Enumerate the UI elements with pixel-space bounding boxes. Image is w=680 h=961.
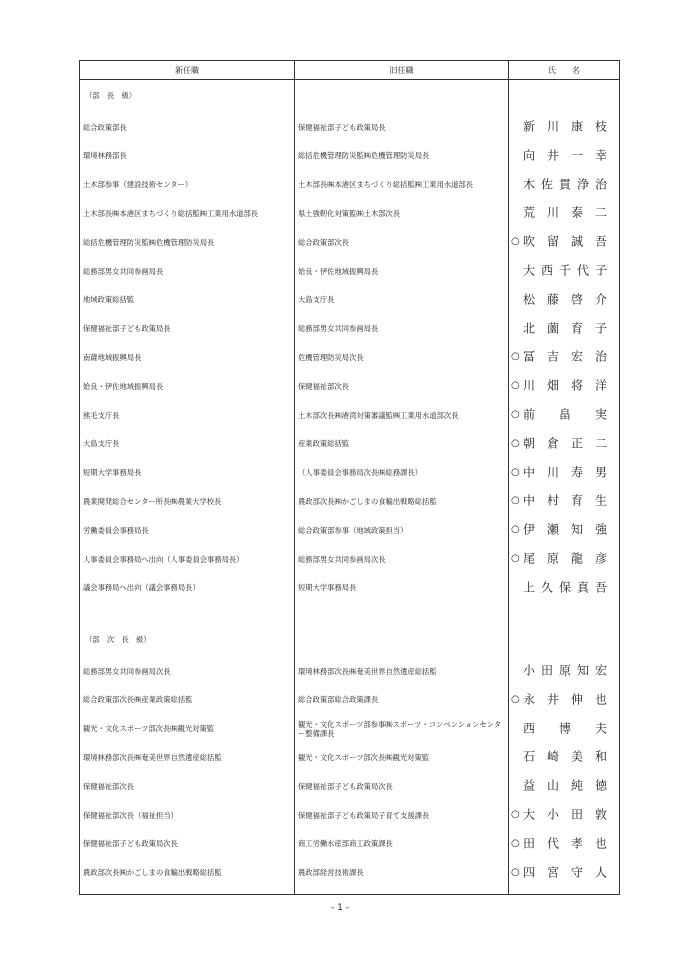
new-post-cell: 労働委員会事務局長 [83,525,149,535]
new-post-cell: 地域政策総括監 [83,295,135,305]
table-row [80,343,619,371]
person-name: 上 久 保 真 吾 [523,580,609,595]
old-post-cell: （人事委員会事務局次長㈱総務課長） [298,468,423,478]
person-name: 田 代 孝 也 [523,836,609,851]
old-post-cell: 県土強靭化対策監㈱土木部次長 [298,208,401,218]
new-post-cell: 保健福祉部子ども政策局長 [83,324,171,334]
new-post-cell: 大島支庁長 [83,439,120,449]
new-post-cell: 観光・文化スポーツ部次長㈱観光対策監 [83,724,215,734]
person-name: 新 川 康 枝 [523,119,609,134]
table-row [80,199,619,227]
new-appointee-mark: ○ [511,236,520,248]
table-row [80,171,619,199]
old-post-cell: 総合政策部次長 [298,237,350,247]
person-name: 木 佐 貫 浄 治 [523,177,609,192]
person-name: 朝 倉 正 二 [523,436,609,451]
person-name: 永 井 伸 也 [523,692,609,707]
table-row [80,657,619,685]
table-row [80,574,619,602]
new-post-cell: 人事委員会事務局へ出向（人事委員会事務局長） [83,554,244,564]
new-post-cell: 環境林務部長 [83,151,127,161]
new-appointee-mark: ○ [511,693,520,705]
old-post-cell: 土木部次長㈱港湾対策審議監㈱工業用水道部次長 [298,410,459,420]
new-post-cell: 保健福祉部次長 [83,781,135,791]
table-row [80,459,619,487]
personnel-table [79,60,620,895]
new-post-cell: 農業開発総合センター所長㈱農業大学校長 [83,496,222,506]
new-post-cell: 南薩地域振興局長 [83,352,142,362]
new-appointee-mark: ○ [511,351,520,363]
old-post-cell: 総括危機管理防災監㈱危機管理防災局長 [298,151,430,161]
old-post-cell: 観光・文化スポーツ部次長㈱観光対策監 [298,752,430,762]
person-name: 荒 川 泰 二 [523,205,609,220]
old-post-cell: 姶良・伊佐地域振興局長 [298,266,379,276]
new-post-cell: 土木部長㈱本港区まちづくり総括監㈱工業用水道部長 [83,208,259,218]
person-name: 西 博 夫 [523,721,609,736]
new-post-cell: 総務部男女共同参画局次長 [83,666,171,676]
new-appointee-mark: ○ [511,809,520,821]
person-name: 中 川 寿 男 [523,465,609,480]
table-row [80,142,619,170]
page-number: - 1 - [331,903,349,913]
header-old-post: 旧任職 [295,61,509,79]
new-post-cell: 保健福祉部子ども政策局次長 [83,839,178,849]
old-post-cell: 商工労働水産部商工政策課長 [298,839,393,849]
old-post-cell: 大島支庁長 [298,295,335,305]
old-post-cell: 総務部男女共同参画局長 [298,324,379,334]
new-post-cell: 姶良・伊佐地域振興局長 [83,381,164,391]
table-row [80,859,619,887]
old-post-cell: 環境林務部次長㈱奄美世界自然遺産総括監 [298,666,437,676]
person-name: 北 薗 育 子 [523,321,609,336]
table-row [80,801,619,829]
header-new-post: 新任職 [80,61,295,79]
table-header [80,61,619,80]
person-name: 尾 原 龍 彦 [523,551,609,566]
new-appointee-mark: ○ [511,837,520,849]
old-post-cell: 土木部長㈱本港区まちづくり総括監㈱工業用水道部長 [298,180,474,190]
table-row [80,286,619,314]
new-post-cell: 総合政策部長 [83,122,127,132]
person-name: 松 藤 啓 介 [523,292,609,307]
new-appointee-mark: ○ [511,866,520,878]
table-row [80,715,619,743]
person-name: 石 崎 美 和 [523,749,609,764]
new-post-cell: 総合政策部次長㈱産業政策総括監 [83,695,193,705]
old-post-cell: 観光・文化スポーツ部参事㈱スポーツ・コンベンションセンター整備課長 [298,719,502,738]
table-row [80,830,619,858]
person-name: 川 畑 将 洋 [523,378,609,393]
table-row [80,545,619,573]
person-name: 吹 留 誠 吾 [523,234,609,249]
new-appointee-mark: ○ [511,524,520,536]
person-name: 中 村 育 生 [523,493,609,508]
new-post-cell: 総括危機管理防災監㈱危機管理防災局長 [83,237,215,247]
section-heading: （部 次 長 級） [85,635,151,644]
person-name: 前 畠 実 [523,407,609,422]
old-post-cell: 産業政策総括監 [298,439,350,449]
new-post-cell: 短期大学事務局長 [83,468,142,478]
person-name: 大 小 田 敦 [523,807,609,822]
new-appointee-mark: ○ [511,553,520,565]
table-row [80,430,619,458]
new-post-cell: 環境林務部次長㈱奄美世界自然遺産総括監 [83,752,222,762]
new-post-cell: 熊毛支庁長 [83,410,120,420]
table-row [80,228,619,256]
old-post-cell: 農政部次長㈱かごしまの食輸出戦略総括監 [298,496,437,506]
old-post-cell: 保健福祉部子ども政策局子育て支援課長 [298,810,430,820]
new-appointee-mark: ○ [511,437,520,449]
old-post-cell: 保健福祉部次長 [298,381,350,391]
person-name: 益 山 純 徳 [523,778,609,793]
old-post-cell: 保健福祉部子ども政策局長 [298,122,386,132]
table-row [80,487,619,515]
person-name: 大 西 千 代 子 [523,263,609,278]
new-post-cell: 土木部参事（建設技術センター） [83,180,193,190]
table-row [80,257,619,285]
new-appointee-mark: ○ [511,380,520,392]
table-row [80,772,619,800]
table-row [80,743,619,771]
table-row [80,401,619,429]
new-appointee-mark: ○ [511,409,520,421]
table-row [80,113,619,141]
old-post-cell: 総務部男女共同参画局次長 [298,554,386,564]
header-name: 氏 名 [548,65,580,75]
person-name: 伊 瀬 知 強 [523,522,609,537]
old-post-cell: 保健福祉部子ども政策局次長 [298,781,393,791]
person-name: 四 宮 守 人 [523,865,609,880]
old-post-cell: 農政部経営技術課長 [298,868,364,878]
new-post-cell: 農政部次長㈱かごしまの食輸出戦略総括監 [83,868,222,878]
old-post-cell: 危機管理防災局次長 [298,352,364,362]
old-post-cell: 総合政策部参事（地域政策担当） [298,525,408,535]
new-post-cell: 総務部男女共同参画局長 [83,266,164,276]
section-heading: （部 長 級） [85,91,137,100]
old-post-cell: 短期大学事務局長 [298,583,357,593]
table-row [80,315,619,343]
old-post-cell: 総合政策部総合政策課長 [298,695,379,705]
new-post-cell: 議会事務局へ出向（議会事務局長） [83,583,200,593]
person-name: 小 田 原 知 宏 [523,663,609,678]
new-appointee-mark: ○ [511,466,520,478]
person-name: 冨 吉 宏 治 [523,349,609,364]
table-row [80,516,619,544]
table-row [80,372,619,400]
person-name: 向 井 一 幸 [523,148,609,163]
new-post-cell: 保健福祉部次長（福祉担当） [83,810,178,820]
table-row [80,686,619,714]
new-appointee-mark: ○ [511,495,520,507]
